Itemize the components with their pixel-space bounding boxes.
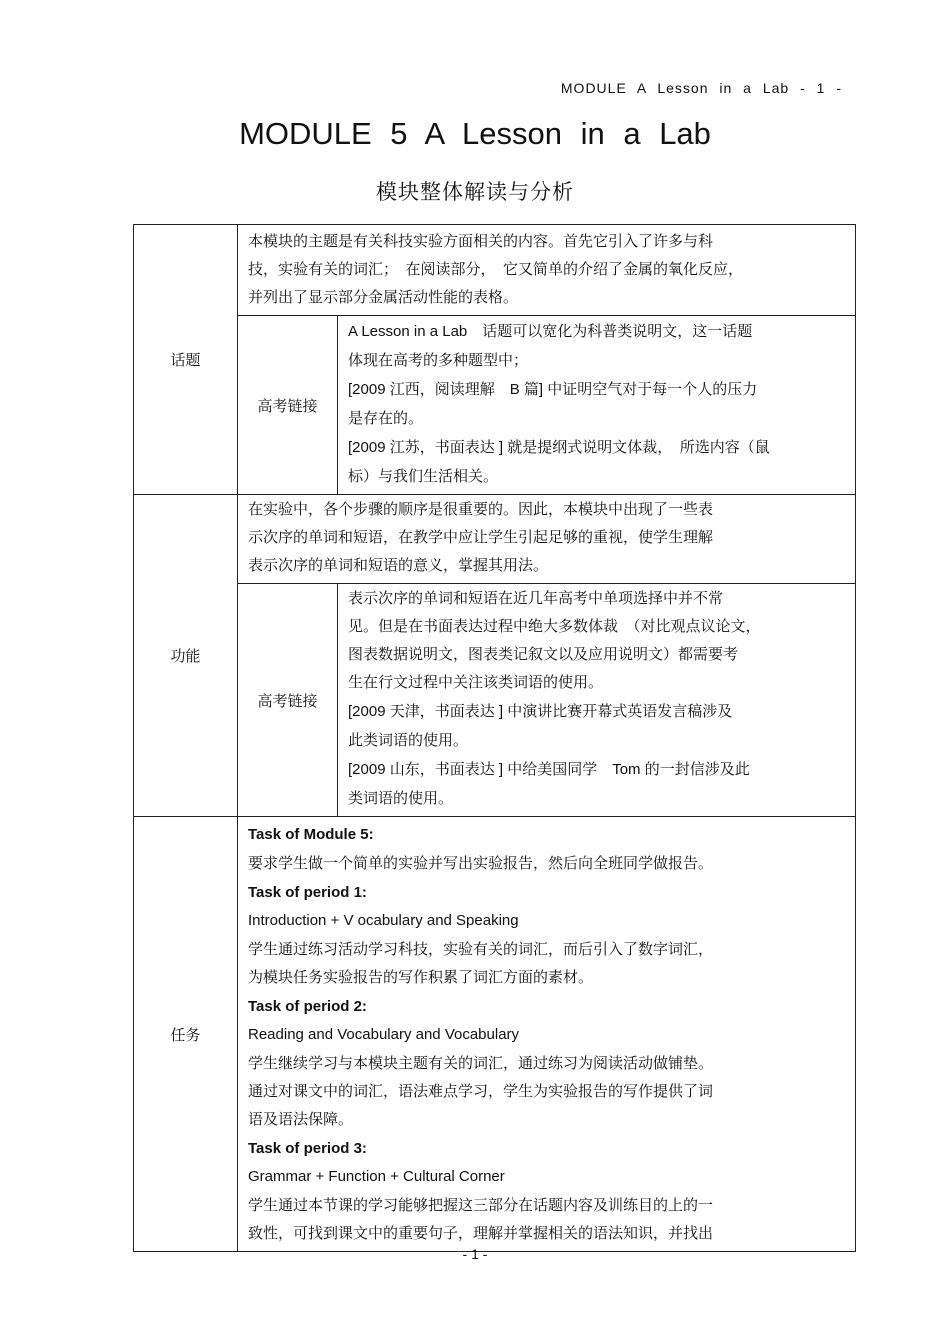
page-subtitle: 模块整体解读与分析 [376, 180, 574, 204]
text-line: A Lesson in a Lab 话题可以宽化为科普类说明文，这一话题 [348, 323, 753, 340]
page-number: - 1 - [462, 1246, 488, 1262]
text-line: 学生继续学习与本模块主题有关的词汇，通过练习为阅读活动做铺垫。 [248, 1054, 714, 1072]
text-line: 类词语的使用。 [348, 789, 454, 807]
topic-intro-cell [238, 225, 856, 316]
text-line: 在实验中，各个步骤的顺序是很重要的。因此，本模块中出现了一些表 [248, 500, 714, 518]
topic-intro-row [134, 225, 856, 316]
text-line: [2009 山东，书面表达 ] 中给美国同学 Tom 的一封信涉及此 [348, 761, 750, 778]
page-title: MODULE 5 A Lesson in a Lab [239, 116, 711, 151]
function-link-label: 高考链接 [238, 584, 338, 817]
function-label: 功能 [134, 495, 238, 817]
text-line: 致性，可找到课文中的重要句子，理解并掌握相关的语法知识，并找出 [248, 1224, 714, 1242]
text-line: [2009 江西，阅读理解 B 篇] 中证明空气对于每一个人的压力 [348, 381, 758, 398]
task-subheading: Reading and Vocabulary and Vocabulary [248, 1026, 520, 1043]
text-line: 为模块任务实验报告的写作积累了词汇方面的素材。 [248, 968, 594, 986]
analysis-table [133, 224, 856, 1252]
topic-link-cell [338, 316, 856, 495]
task-subheading: Introduction + V ocabulary and Speaking [248, 912, 519, 929]
text-line: 并列出了显示部分金属活动性能的表格。 [248, 288, 519, 306]
text-line: 标）与我们生活相关。 [348, 467, 499, 485]
task-subheading: Grammar + Function + Cultural Corner [248, 1168, 505, 1185]
topic-link-label: 高考链接 [238, 316, 338, 495]
text-line: 体现在高考的多种题型中； [348, 351, 529, 369]
topic-label: 话题 [134, 225, 238, 495]
task-row [134, 817, 856, 1252]
text-line: 示次序的单词和短语，在教学中应让学生引起足够的重视，使学生理解 [248, 528, 714, 546]
task-label: 任务 [134, 817, 238, 1252]
function-link-row [134, 584, 856, 817]
task-heading: Task of Module 5: [248, 826, 374, 843]
function-intro-row [134, 495, 856, 584]
text-line: 表示次序的单词和短语在近几年高考中单项选择中并不常 [348, 589, 724, 607]
task-heading: Task of period 2: [248, 998, 367, 1015]
text-line: 技，实验有关的词汇； 在阅读部分， 它又简单的介绍了金属的氧化反应， [248, 260, 744, 278]
text-line: [2009 江苏，书面表达 ] 就是提纲式说明文体裁， 所选内容（鼠 [348, 439, 770, 456]
function-link-cell [338, 584, 856, 817]
text-line: 通过对课文中的词汇，语法难点学习，学生为实验报告的写作提供了词 [248, 1082, 714, 1100]
text-line: 本模块的主题是有关科技实验方面相关的内容。首先它引入了许多与科 [248, 232, 714, 250]
task-heading: Task of period 1: [248, 884, 367, 901]
running-header: MODULE A Lesson in a Lab - 1 - [560, 80, 842, 96]
text-line: 学生通过本节课的学习能够把握这三部分在话题内容及训练目的上的一 [248, 1196, 714, 1214]
task-heading: Task of period 3: [248, 1140, 367, 1157]
text-line: 生在行文过程中关注该类词语的使用。 [348, 673, 604, 691]
text-line: 要求学生做一个简单的实验并写出实验报告，然后向全班同学做报告。 [248, 854, 714, 872]
text-line: 学生通过练习活动学习科技，实验有关的词汇，而后引入了数字词汇， [248, 940, 714, 958]
function-intro-cell [238, 495, 856, 584]
topic-link-row [134, 316, 856, 495]
task-cell [238, 817, 856, 1252]
text-line: 是存在的。 [348, 409, 424, 427]
text-line: 图表数据说明文，图表类记叙文以及应用说明文）都需要考 [348, 645, 739, 663]
text-line: 见。但是在书面表达过程中绝大多数体裁 （对比观点议论文， [348, 617, 761, 635]
text-line: 语及语法保障。 [248, 1110, 354, 1128]
text-line: 此类词语的使用。 [348, 731, 469, 749]
text-line: 表示次序的单词和短语的意义，掌握其用法。 [248, 556, 549, 574]
text-line: [2009 天津，书面表达 ] 中演讲比赛开幕式英语发言稿涉及 [348, 703, 733, 720]
